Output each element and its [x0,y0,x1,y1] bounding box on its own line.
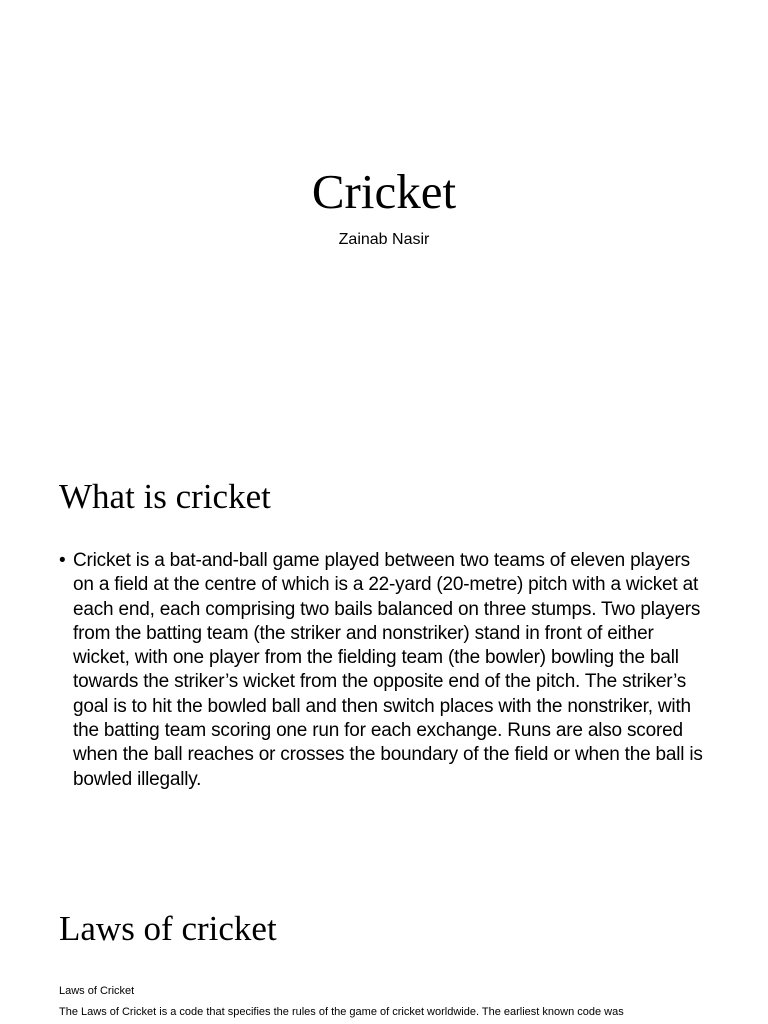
author-name: Zainab Nasir [338,231,430,248]
bullet-list [59,549,709,792]
title-slide [0,0,768,432]
section-label: Laws of Cricket [59,985,135,997]
laws-of-cricket-slide [0,864,768,1024]
bullet-text: Cricket is a bat-and-ball game played between two teams of eleven players on a field at the centre of which is a 22-yard (20-metre) pitch with a wicket at each end, each comprising two bails balanced on three stumps. Two players from the batting team (the striker and nonstriker) stand in front of either wicket, with one player from the fielding team (the bowler) bowling the ball towards the striker’s wicket from the opposite end of the pitch. The striker’s goal is to hit the bowled ball and then switch places with the nonstriker, with the batting team scoring one run for each exchange. Runs are also scored when the ball reaches or crosses the boundary of the field or when the ball is bowled illegally. [73,550,703,790]
what-is-cricket-slide [0,432,768,864]
bullet-icon: • [59,550,66,571]
presentation-title: Cricket [311,164,457,219]
body-text: The Laws of Cricket is a code that specifies the rules of the game of cricket worldwide. The earliest known code was [59,1006,624,1018]
slide-heading: What is cricket [59,477,271,516]
slide-heading: Laws of cricket [59,909,277,948]
bullet-item [59,549,709,792]
